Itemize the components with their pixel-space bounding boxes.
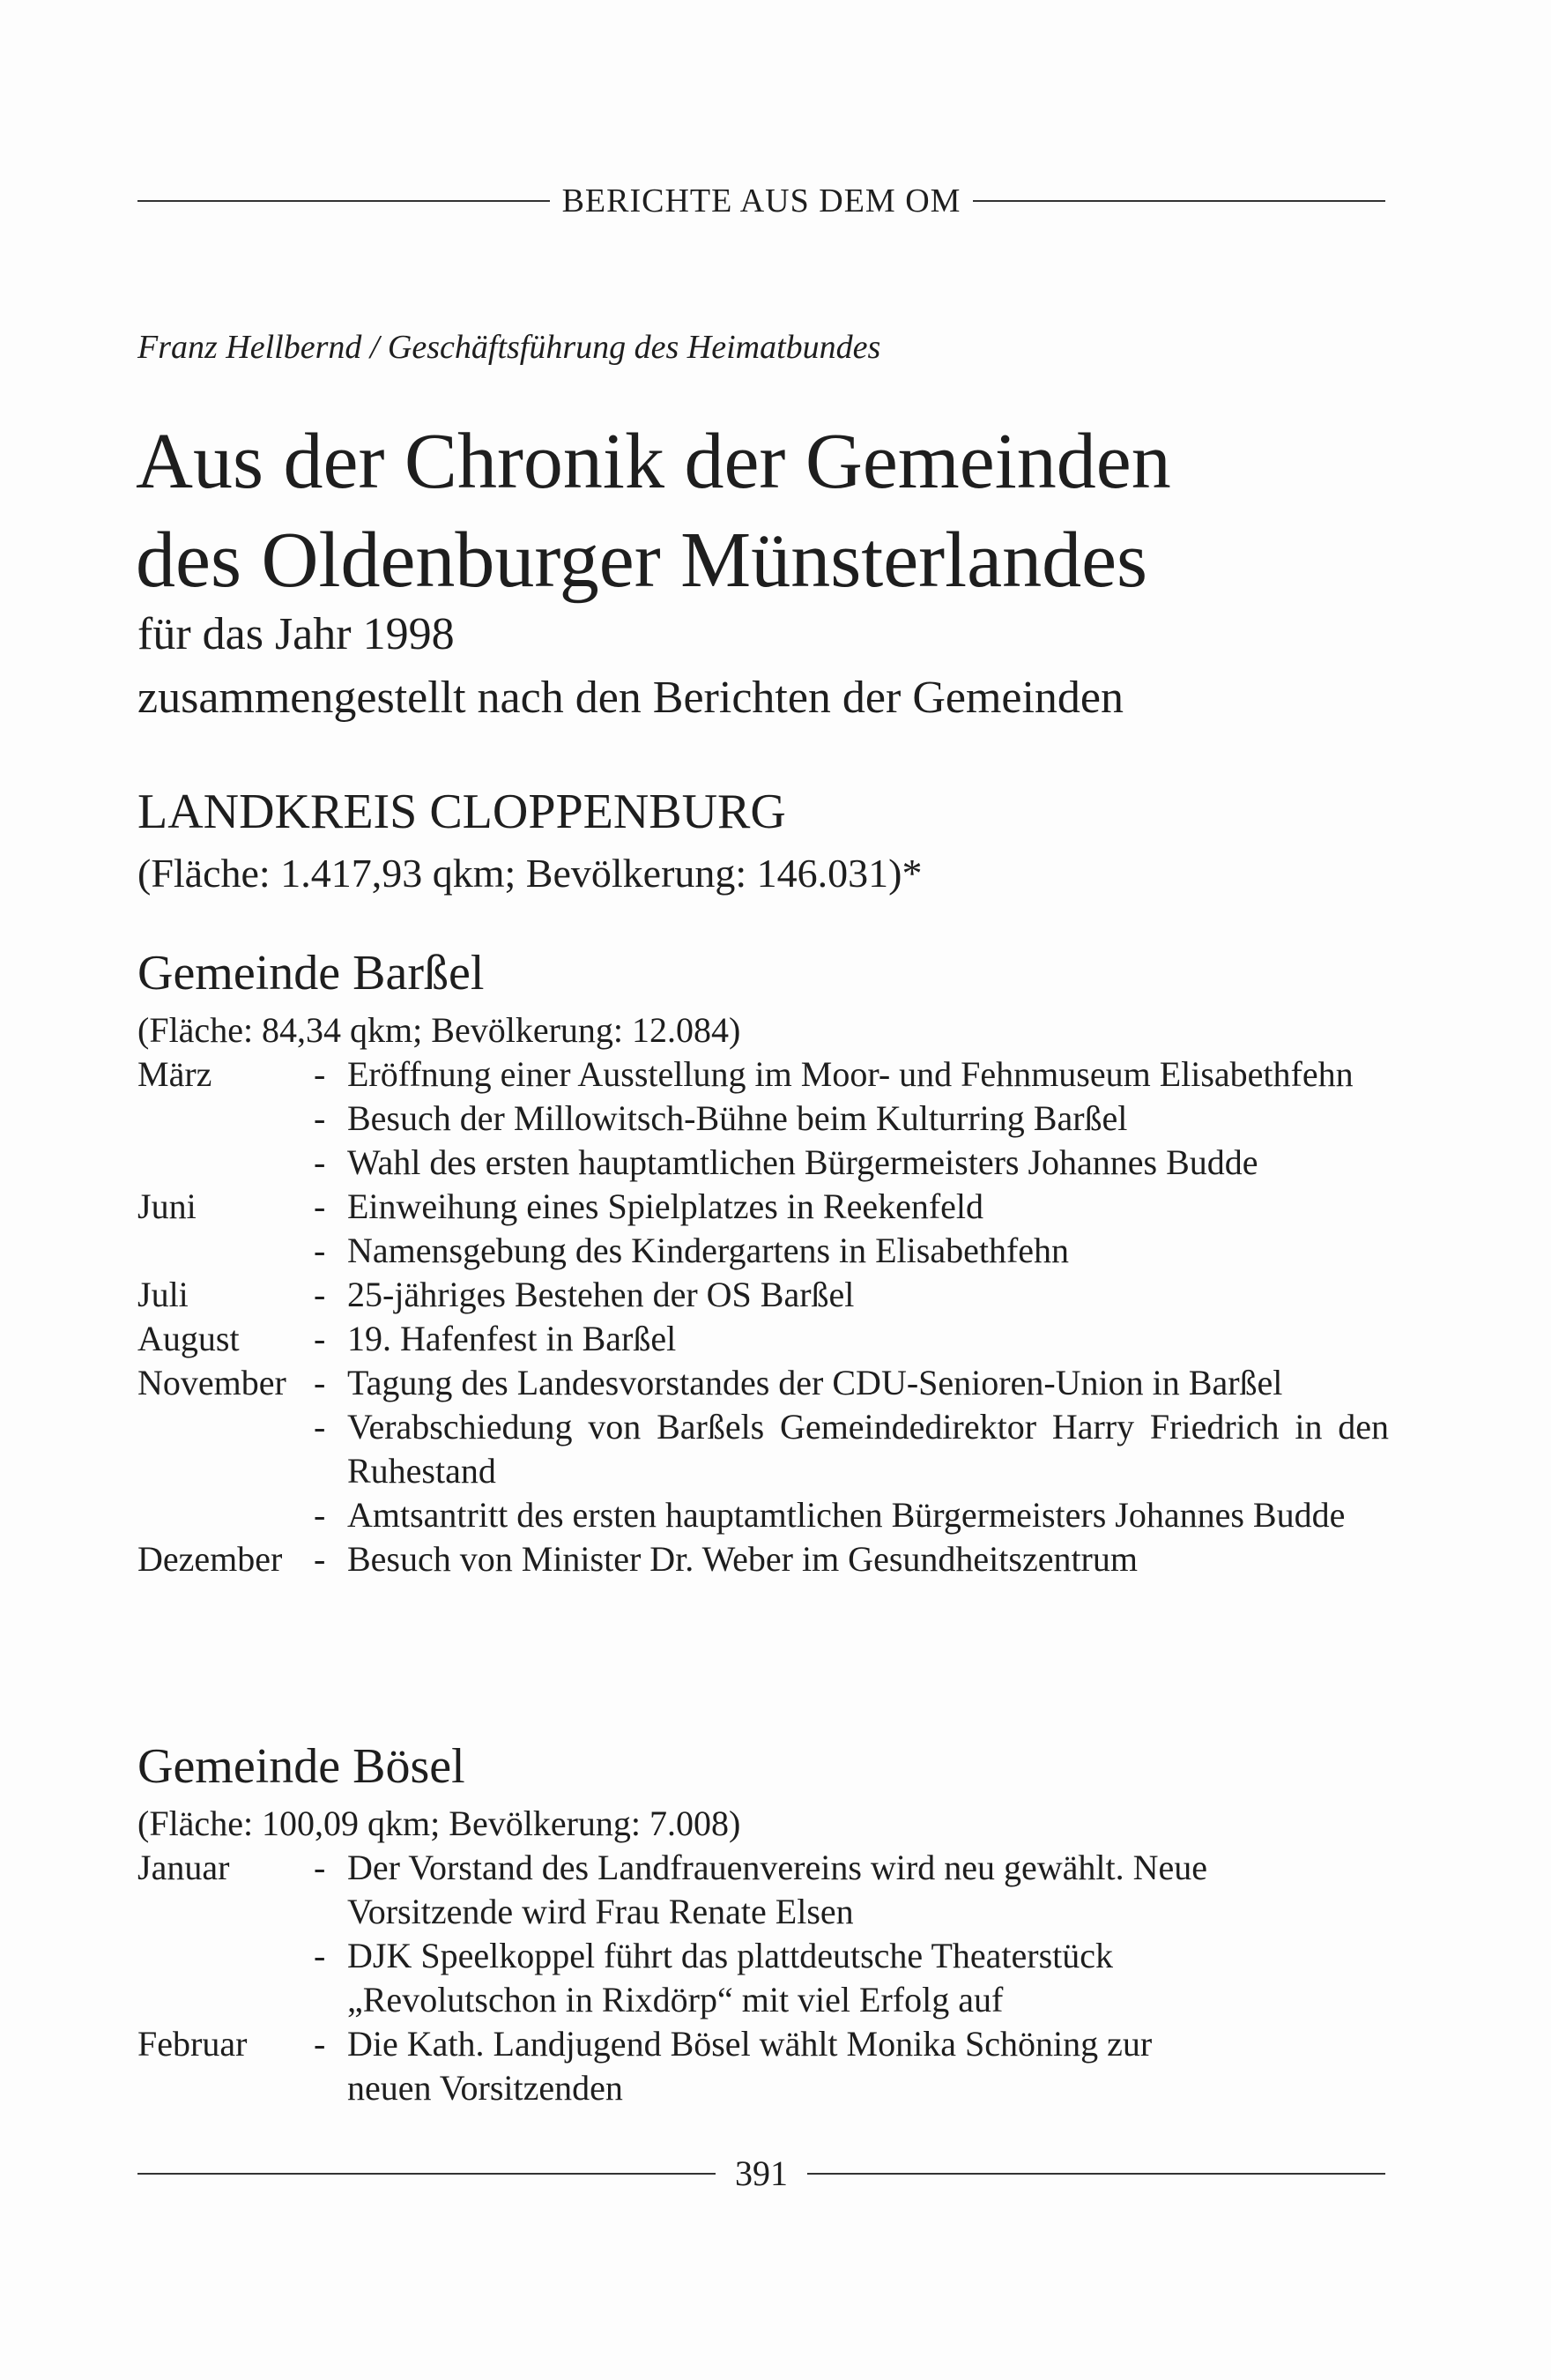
entry-month: Dezember bbox=[137, 1539, 283, 1579]
running-header-text: BERICHTE AUS DEM OM bbox=[561, 182, 961, 219]
landkreis-info: (Fläche: 1.417,93 qkm; Bevölkerung: 146.031)* bbox=[137, 851, 923, 896]
entry-dash: - bbox=[314, 1495, 326, 1535]
chronik-entry bbox=[137, 1361, 1389, 1405]
entry-dash: - bbox=[314, 1407, 326, 1447]
entry-dash: - bbox=[314, 2024, 326, 2064]
entry-text: Die Kath. Landjugend Bösel wählt Monika Schöning zur neuen Vorsitzenden bbox=[347, 2024, 1153, 2108]
chronik-entry bbox=[137, 1273, 1389, 1317]
title-line-1: Aus der Chronik der Gemeinden bbox=[136, 418, 1171, 505]
chronik-entry bbox=[137, 1493, 1389, 1537]
chronik-entry bbox=[137, 1537, 1389, 1581]
entry-dash: - bbox=[314, 1319, 326, 1358]
entry-text: 25-jähriges Bestehen der OS Barßel bbox=[347, 1275, 855, 1314]
entry-dash: - bbox=[314, 1936, 326, 1975]
subtitle-line-1: für das Jahr 1998 bbox=[137, 609, 455, 659]
entry-month: Juni bbox=[137, 1186, 197, 1226]
article-subtitle bbox=[137, 603, 1124, 730]
entry-dash: - bbox=[314, 1363, 326, 1402]
footer-rule-left bbox=[137, 2173, 716, 2175]
entry-text: Tagung des Landesvorstandes der CDU-Senioren-Union in Barßel bbox=[347, 1363, 1283, 1402]
chronik-entry bbox=[137, 1141, 1389, 1185]
page-number: 391 bbox=[735, 2153, 788, 2193]
chronik-entries bbox=[137, 1846, 1389, 2110]
entry-text: Einweihung eines Spielplatzes in Reekenfeld bbox=[347, 1186, 984, 1226]
article-title bbox=[136, 413, 1171, 610]
chronik-entries bbox=[137, 1052, 1389, 1581]
landkreis-heading: LANDKREIS CLOPPENBURG bbox=[137, 785, 786, 839]
gemeinde-barssel bbox=[137, 945, 1389, 1581]
chronik-entry bbox=[137, 1846, 1389, 1934]
entry-dash: - bbox=[314, 1142, 326, 1182]
page-footer bbox=[137, 2153, 1385, 2194]
entry-text: Der Vorstand des Landfrauenvereins wird neu gewählt. Neue Vorsitzende wird Frau Renate Elsen bbox=[347, 1848, 1207, 1931]
chronik-entry bbox=[137, 1052, 1389, 1097]
gemeinde-name: Gemeinde Barßel bbox=[137, 946, 485, 1000]
gemeinde-name: Gemeinde Bösel bbox=[137, 1739, 465, 1794]
entry-text: Verabschiedung von Barßels Gemeindedirektor Harry Friedrich in den Ruhestand bbox=[347, 1407, 1389, 1491]
entry-month: Januar bbox=[137, 1848, 230, 1887]
entry-dash: - bbox=[314, 1098, 326, 1138]
subtitle-line-2: zusammengestellt nach den Berichten der Gemeinden bbox=[137, 673, 1124, 723]
entry-month bbox=[137, 1229, 314, 1273]
entry-month bbox=[137, 1405, 314, 1493]
entry-month: November bbox=[137, 1363, 286, 1402]
entry-text: 19. Hafenfest in Barßel bbox=[347, 1319, 677, 1358]
entry-month bbox=[137, 1934, 314, 2022]
gemeinde-boesel bbox=[137, 1738, 1389, 2110]
running-header bbox=[137, 182, 1385, 220]
entry-month bbox=[137, 1141, 314, 1185]
entry-month bbox=[137, 1097, 314, 1141]
entry-text: DJK Speelkoppel führt das plattdeutsche Theaterstück „Revolutschon in Rixdörp“ mit viel Erfolg auf bbox=[347, 1936, 1114, 2019]
gemeinde-info: (Fläche: 100,09 qkm; Bevölkerung: 7.008) bbox=[137, 1804, 741, 1843]
footer-rule-right bbox=[807, 2173, 1385, 2175]
entry-month: Februar bbox=[137, 2024, 248, 2064]
entry-dash: - bbox=[314, 1275, 326, 1314]
entry-month: Juli bbox=[137, 1275, 189, 1314]
entry-text: Besuch von Minister Dr. Weber im Gesundheitszentrum bbox=[347, 1539, 1138, 1579]
author-line: Franz Hellbernd / Geschäftsführung des Heimatbundes bbox=[137, 329, 881, 366]
gemeinde-info: (Fläche: 84,34 qkm; Bevölkerung: 12.084) bbox=[137, 1010, 741, 1050]
entry-month: März bbox=[137, 1054, 212, 1094]
chronik-entry bbox=[137, 1317, 1389, 1361]
chronik-entry bbox=[137, 1097, 1389, 1141]
chronik-entry bbox=[137, 1934, 1389, 2022]
entry-dash: - bbox=[314, 1231, 326, 1270]
entry-dash: - bbox=[314, 1054, 326, 1094]
chronik-entry bbox=[137, 1185, 1389, 1229]
title-line-2: des Oldenburger Münsterlandes bbox=[136, 517, 1148, 604]
entry-dash: - bbox=[314, 1186, 326, 1226]
entry-month bbox=[137, 1493, 314, 1537]
entry-text: Eröffnung einer Ausstellung im Moor- und Fehnmuseum Elisabethfehn bbox=[347, 1054, 1354, 1094]
chronik-entry bbox=[137, 1229, 1389, 1273]
entry-text: Wahl des ersten hauptamtlichen Bürgermeisters Johannes Budde bbox=[347, 1142, 1258, 1182]
chronik-entry bbox=[137, 1405, 1389, 1493]
header-rule-right bbox=[973, 200, 1385, 202]
entry-dash: - bbox=[314, 1539, 326, 1579]
entry-text: Namensgebung des Kindergartens in Elisabethfehn bbox=[347, 1231, 1070, 1270]
entry-text: Besuch der Millowitsch-Bühne beim Kulturring Barßel bbox=[347, 1098, 1128, 1138]
chronik-entry bbox=[137, 2022, 1389, 2110]
entry-text: Amtsantritt des ersten hauptamtlichen Bürgermeisters Johannes Budde bbox=[347, 1495, 1346, 1535]
entry-dash: - bbox=[314, 1848, 326, 1887]
entry-month: August bbox=[137, 1319, 240, 1358]
header-rule-left bbox=[137, 200, 550, 202]
